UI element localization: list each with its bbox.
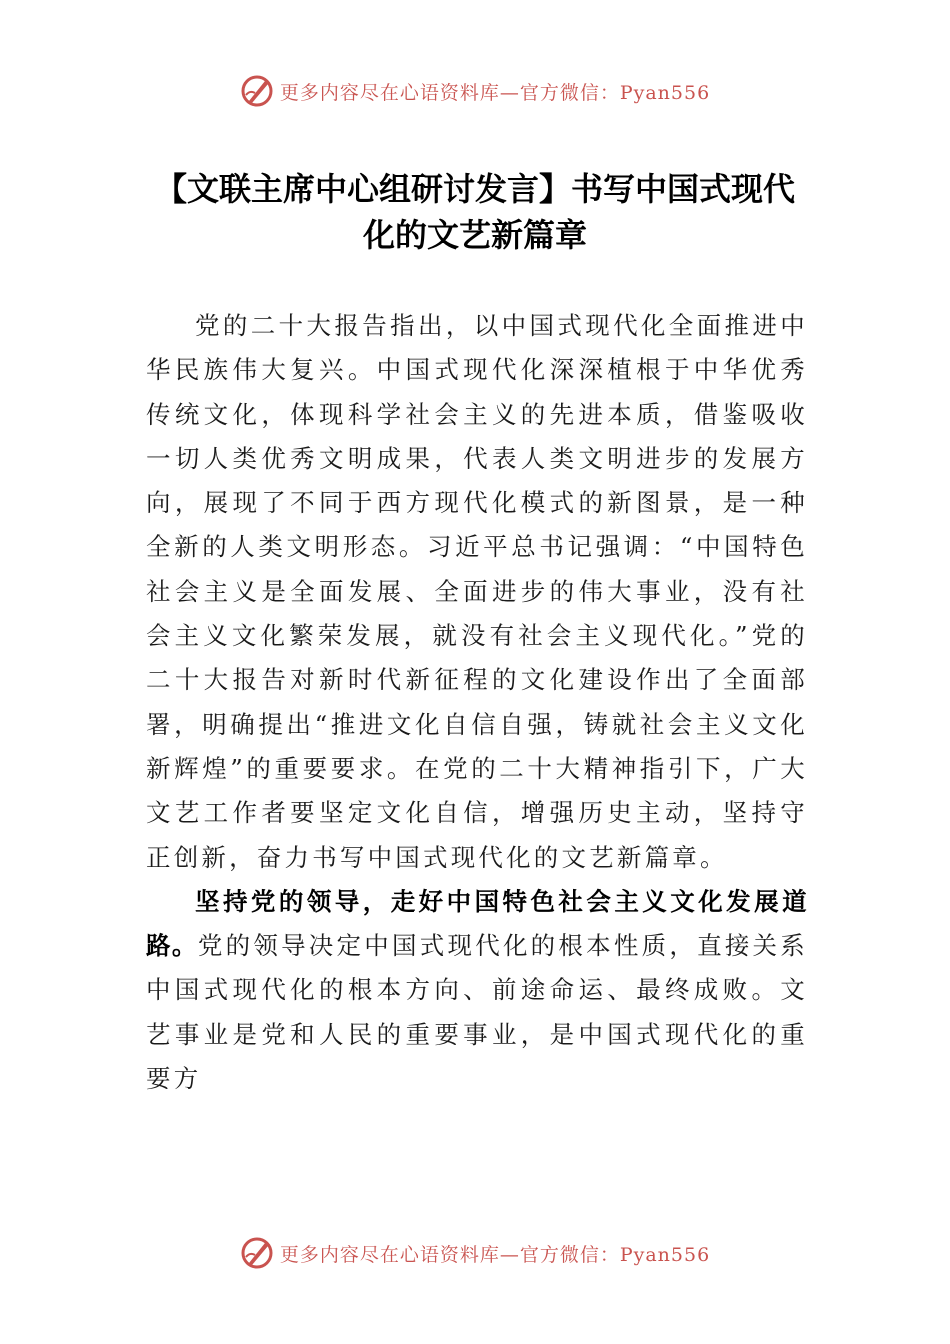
- document-body: [146, 304, 808, 1101]
- paragraph: [146, 880, 808, 1101]
- pen-circle-icon: [240, 1236, 274, 1270]
- pen-circle-icon: [240, 74, 274, 108]
- paragraph-lead: 坚持党的领导，走好中国特色社会主义文化发展道路。: [146, 886, 808, 961]
- watermark-text: 更多内容尽在心语资料库—官方微信：Pyan556: [279, 1243, 711, 1266]
- paragraph: [146, 304, 808, 880]
- watermark-text: 更多内容尽在心语资料库—官方微信：Pyan556: [279, 81, 711, 104]
- footer-watermark: [0, 1236, 950, 1270]
- document-title: 【文联主席中心组研讨发言】书写中国式现代化的文艺新篇章: [154, 170, 795, 254]
- paragraph-text: 党的二十大报告指出，以中国式现代化全面推进中华民族伟大复兴。中国式现代化深深植根于中华优秀传统文化，体现科学社会主义的先进本质，借鉴吸收一切人类优秀文明成果，代表人类文明进步的发展方向，展现了不同于西方现代化模式的新图景，是一种全新的人类文明形态。习近平总书记强调：“中国特色社会主义是全面发展、全面进步的伟大事业，没有社会主义文化繁荣发展，就没有社会主义现代化。”党的二十大报告对新时代新征程的文化建设作出了全面部署，明确提出“推进文化自信自强，铸就社会主义文化新辉煌”的重要要求。在党的二十大精神指引下，广大文艺工作者要坚定文化自信，增强历史主动，坚持守正创新，奋力书写中国式现代化的文艺新篇章。: [146, 311, 808, 872]
- header-watermark: [0, 74, 950, 108]
- paragraph-text: 党的领导决定中国式现代化的根本性质，直接关系中国式现代化的根本方向、前途命运、最终成败。文艺事业是党和人民的重要事业，是中国式现代化的重要方: [146, 931, 808, 1094]
